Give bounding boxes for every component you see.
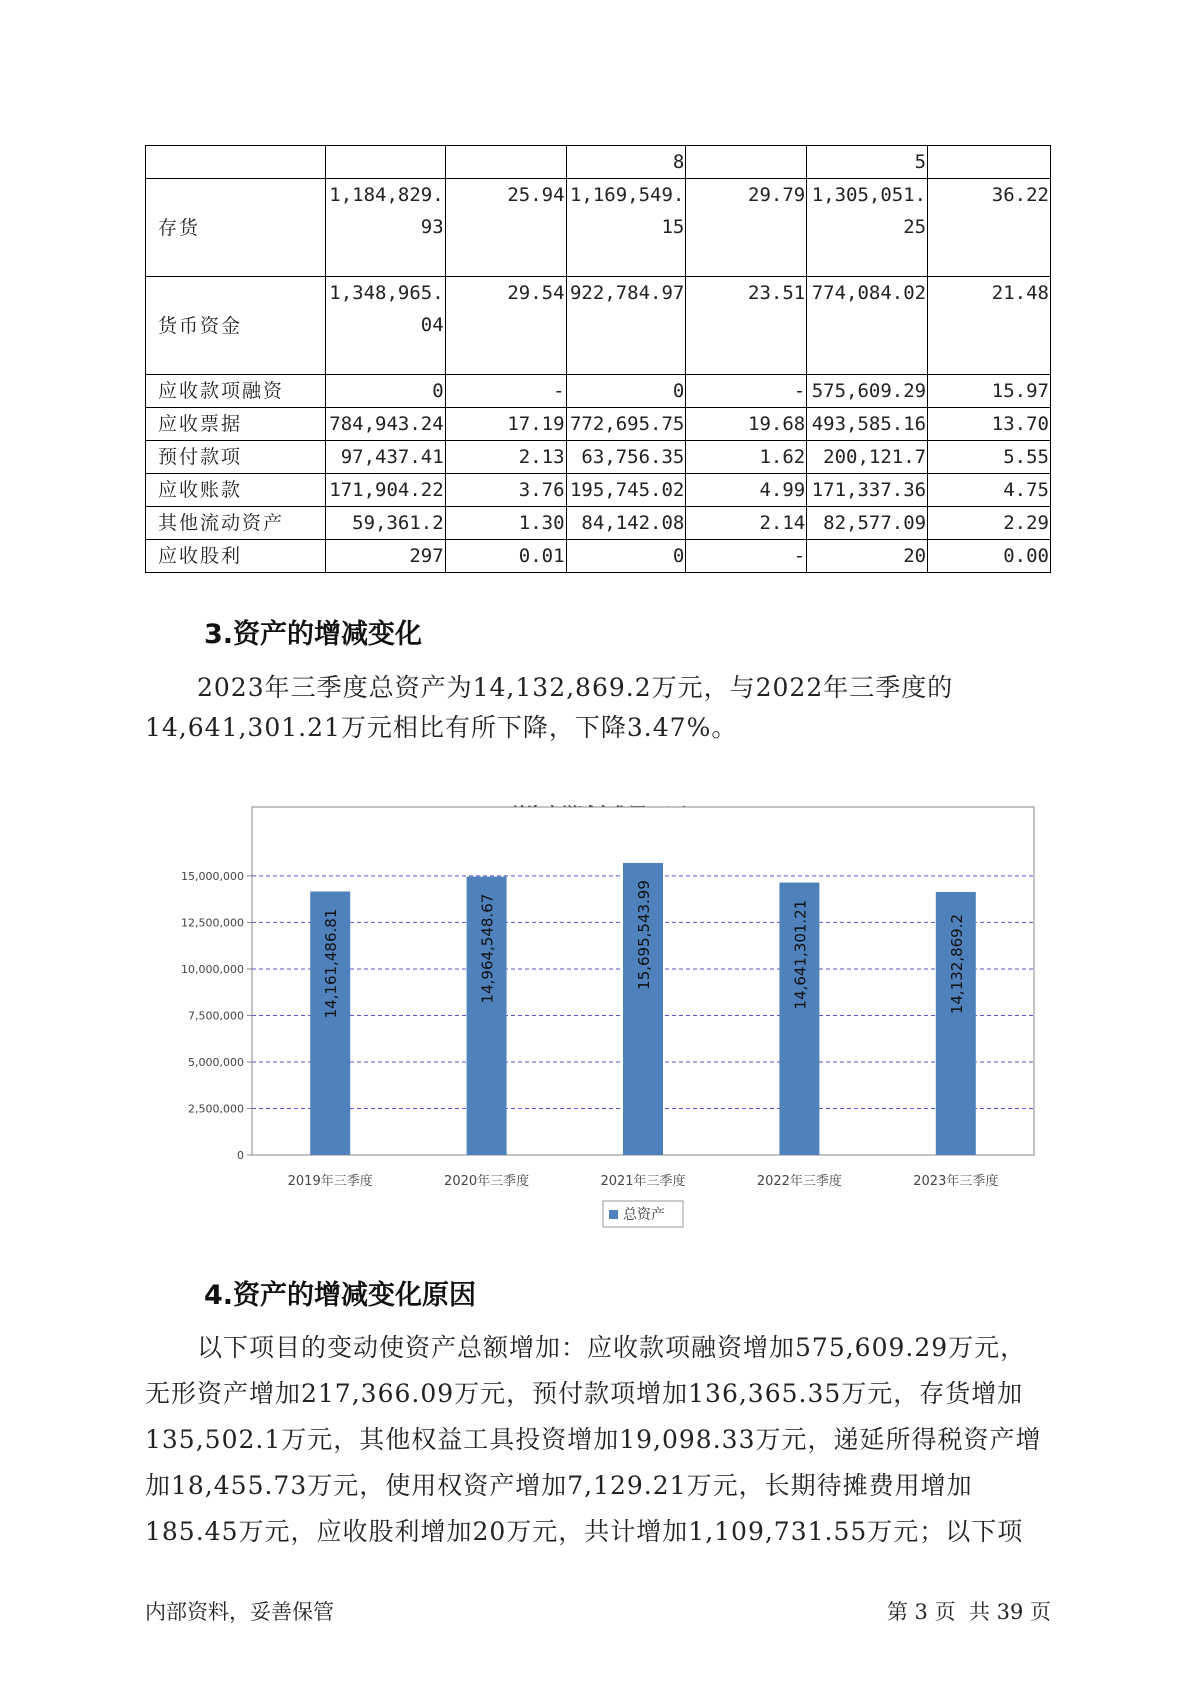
table-row	[146, 540, 1051, 573]
table-cell: 8	[566, 146, 686, 179]
table-cell: 171,904.22	[325, 474, 445, 507]
table-cell: 4.99	[686, 474, 807, 507]
data-label: 15,695,543.99	[635, 880, 653, 990]
category-label: 2022年三季度	[756, 1174, 842, 1189]
table-cell: -	[686, 375, 807, 408]
row-label: 货币资金	[146, 277, 326, 375]
table-row	[146, 146, 1051, 179]
table-cell: 23.51	[686, 277, 807, 375]
table-cell: 2.14	[686, 507, 807, 540]
total-assets-chart	[145, 780, 1051, 1250]
table-cell: 59,361.2	[325, 507, 445, 540]
table-row	[146, 277, 1051, 375]
table-cell: 29.54	[445, 277, 566, 375]
y-tick-label: 7,500,000	[188, 1009, 244, 1023]
table-cell: 19.68	[686, 408, 807, 441]
table-cell: 297	[325, 540, 445, 573]
data-label: 14,132,869.2	[947, 913, 966, 1015]
section-3-heading: 3.资产的增减变化	[204, 619, 423, 650]
table-row	[146, 441, 1051, 474]
table-cell: 29.79	[686, 179, 807, 277]
table-row	[146, 179, 1051, 277]
table-cell	[325, 146, 445, 179]
table-cell: 493,585.16	[807, 408, 928, 441]
table-cell: 171,337.36	[807, 474, 928, 507]
asset-table	[145, 145, 1051, 573]
table-cell: 784,943.24	[325, 408, 445, 441]
row-label: 预付款项	[146, 441, 326, 474]
footer-page-number: 第 3 页 共 39 页	[886, 1600, 1051, 1624]
table-cell: 0.00	[928, 540, 1051, 573]
table-row	[146, 408, 1051, 441]
section-4-paragraph	[145, 1325, 1051, 1555]
table-cell: -	[686, 540, 807, 573]
table-cell: 200,121.7	[807, 441, 928, 474]
table-cell: 25.94	[445, 179, 566, 277]
table-cell: 1,184,829.93	[325, 179, 445, 277]
table-cell: 13.70	[928, 408, 1051, 441]
table-cell: 0	[566, 375, 686, 408]
y-tick-label: 10,000,000	[181, 962, 244, 976]
data-label: 14,161,486.81	[322, 908, 341, 1019]
table-cell: 4.75	[928, 474, 1051, 507]
table-cell: 1.62	[686, 441, 807, 474]
row-label: 应收票据	[146, 408, 326, 441]
category-label: 2023年三季度	[913, 1174, 999, 1189]
table-cell: 2.13	[445, 441, 566, 474]
table-cell	[928, 146, 1051, 179]
table-row	[146, 474, 1051, 507]
legend-label: 总资产	[623, 1207, 665, 1223]
section-4-paragraph-text: 以下项目的变动使资产总额增加：应收款项融资增加575,609.29万元，无形资产增加217,366.09万元，预付款项增加136,365.35万元，存货增加135,502.1万元，其他权益工具投资增加19,098.33万元，递延所得税资产增加18,455.73万元，使用权资产增加7,129.21万元，长期待摊费用增加185.45万元，应收股利增加20万元，共计增加1,109,731.55万元；以下项	[145, 1333, 1042, 1546]
y-tick-label: 2,500,000	[188, 1102, 244, 1116]
table-cell: 195,745.02	[566, 474, 686, 507]
table-cell: 20	[807, 540, 928, 573]
table-cell: 922,784.97	[566, 277, 686, 375]
table-cell: 0.01	[445, 540, 566, 573]
table-cell: 2.29	[928, 507, 1051, 540]
table-cell: 1.30	[445, 507, 566, 540]
row-label	[146, 146, 326, 179]
data-label: 14,641,301.21	[791, 899, 810, 1010]
table-cell: 5.55	[928, 441, 1051, 474]
section-3-paragraph	[145, 668, 1051, 748]
table-cell: 63,756.35	[566, 441, 686, 474]
table-cell: 772,695.75	[566, 408, 686, 441]
table-cell	[445, 146, 566, 179]
chart-svg	[145, 780, 1051, 1250]
row-label: 应收股利	[146, 540, 326, 573]
category-label: 2020年三季度	[444, 1174, 530, 1189]
table-cell: 15.97	[928, 375, 1051, 408]
section-3-paragraph-text: 2023年三季度总资产为14,132,869.2万元，与2022年三季度的14,641,301.21万元相比有所下降，下降3.47%。	[145, 673, 954, 742]
row-label: 存货	[146, 179, 326, 277]
table-cell: 1,169,549.15	[566, 179, 686, 277]
data-label: 14,964,548.67	[478, 893, 497, 1004]
footer-left: 内部资料，妥善保管	[145, 1600, 334, 1624]
table-cell	[686, 146, 807, 179]
table-row	[146, 375, 1051, 408]
table-row	[146, 507, 1051, 540]
table-cell: 36.22	[928, 179, 1051, 277]
y-tick-label: 0	[237, 1149, 244, 1162]
category-label: 2019年三季度	[287, 1174, 373, 1189]
row-label: 应收账款	[146, 474, 326, 507]
table-cell: 84,142.08	[566, 507, 686, 540]
y-tick-label: 5,000,000	[188, 1055, 244, 1069]
table-cell: 0	[566, 540, 686, 573]
row-label: 其他流动资产	[146, 507, 326, 540]
table-cell: 21.48	[928, 277, 1051, 375]
y-tick-label: 12,500,000	[181, 916, 244, 930]
row-label: 应收款项融资	[146, 375, 326, 408]
table-cell: 0	[325, 375, 445, 408]
table-cell: 3.76	[445, 474, 566, 507]
legend-swatch	[609, 1210, 618, 1219]
table-cell: 774,084.02	[807, 277, 928, 375]
y-tick-label: 15,000,000	[181, 869, 244, 883]
table-cell: -	[445, 375, 566, 408]
category-label: 2021年三季度	[600, 1174, 686, 1189]
table-cell: 5	[807, 146, 928, 179]
table-cell: 82,577.09	[807, 507, 928, 540]
section-4-heading: 4.资产的增减变化原因	[204, 1280, 477, 1311]
table-cell: 1,305,051.25	[807, 179, 928, 277]
table-cell: 17.19	[445, 408, 566, 441]
table-cell: 575,609.29	[807, 375, 928, 408]
table-cell: 97,437.41	[325, 441, 445, 474]
table-cell: 1,348,965.04	[325, 277, 445, 375]
